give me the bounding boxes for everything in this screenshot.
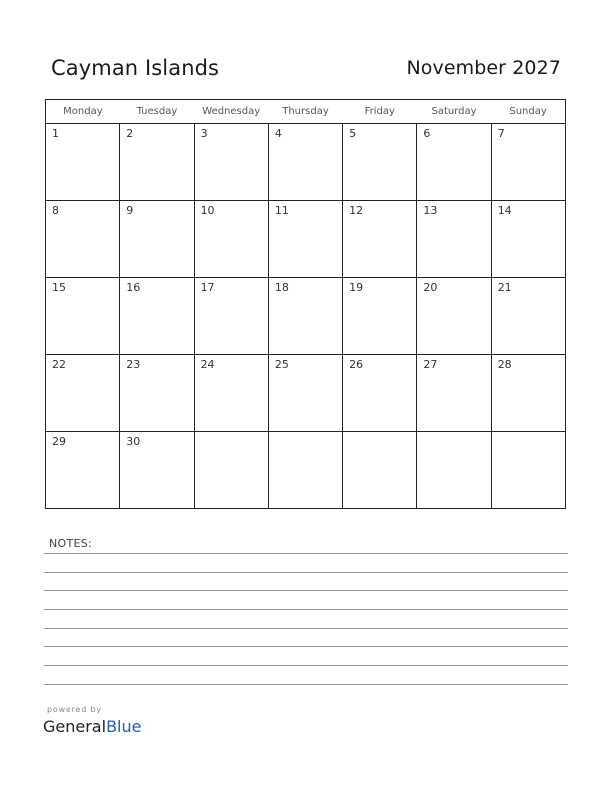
day-number — [492, 432, 565, 435]
day-number: 16 — [126, 281, 141, 294]
day-number: 11 — [274, 204, 289, 217]
week-row — [46, 124, 566, 201]
day-cell — [46, 355, 120, 432]
day-cell — [120, 201, 194, 278]
brand-blue: Blue — [106, 717, 142, 736]
day-number: 4 — [274, 127, 282, 140]
day-cell — [268, 124, 342, 201]
weekday-header: Wednesday — [194, 100, 268, 124]
day-cell — [343, 432, 417, 509]
day-number: 10 — [200, 204, 215, 217]
day-cell — [194, 278, 268, 355]
day-cell — [343, 201, 417, 278]
brand-general: General — [43, 717, 107, 736]
day-cell — [343, 355, 417, 432]
weekday-header: Monday — [46, 100, 120, 124]
day-number: 3 — [200, 127, 208, 140]
day-cell — [343, 278, 417, 355]
day-number: 28 — [497, 358, 512, 371]
day-cell — [491, 355, 565, 432]
week-row — [46, 201, 566, 278]
day-number: 20 — [423, 281, 438, 294]
weekday-header: Sunday — [491, 100, 565, 124]
notes-line — [44, 628, 568, 629]
day-number: 12 — [349, 204, 364, 217]
weekday-header: Thursday — [268, 100, 342, 124]
week-row — [46, 278, 566, 355]
day-cell — [120, 124, 194, 201]
powered-by-text: powered by — [47, 705, 102, 714]
weekday-header: Friday — [343, 100, 417, 124]
notes-line — [44, 609, 568, 610]
day-number: 18 — [274, 281, 289, 294]
weekday-header-row — [46, 100, 566, 124]
day-cell — [46, 201, 120, 278]
calendar-country-title: Cayman Islands — [51, 56, 220, 80]
day-cell — [46, 432, 120, 509]
day-number: 5 — [349, 127, 357, 140]
week-row — [46, 432, 566, 509]
day-number — [269, 432, 342, 435]
day-cell — [120, 278, 194, 355]
day-cell — [343, 124, 417, 201]
day-number: 7 — [497, 127, 505, 140]
notes-label: NOTES: — [49, 537, 93, 550]
day-number: 8 — [52, 204, 59, 217]
day-number: 30 — [126, 435, 141, 448]
day-cell — [194, 432, 268, 509]
day-number: 14 — [497, 204, 512, 217]
day-cell — [268, 278, 342, 355]
day-cell — [491, 201, 565, 278]
day-number: 22 — [52, 358, 66, 371]
day-cell — [417, 278, 491, 355]
day-number: 2 — [126, 127, 134, 140]
day-number: 23 — [126, 358, 141, 371]
day-number: 13 — [423, 204, 438, 217]
day-cell — [417, 124, 491, 201]
day-cell — [268, 201, 342, 278]
day-number: 6 — [423, 127, 431, 140]
calendar-grid — [45, 99, 566, 509]
day-number: 15 — [52, 281, 66, 294]
day-cell — [46, 124, 120, 201]
day-number: 29 — [52, 435, 66, 448]
weekday-header: Tuesday — [120, 100, 194, 124]
day-cell — [194, 201, 268, 278]
day-number — [195, 432, 268, 435]
day-number: 21 — [497, 281, 512, 294]
day-number: 1 — [52, 127, 59, 140]
day-cell — [194, 355, 268, 432]
day-cell — [491, 278, 565, 355]
weekday-header: Saturday — [417, 100, 491, 124]
day-cell — [491, 124, 565, 201]
notes-line — [44, 553, 568, 554]
day-number — [417, 432, 490, 435]
day-cell — [268, 355, 342, 432]
day-number: 25 — [274, 358, 289, 371]
day-cell — [417, 201, 491, 278]
notes-line — [44, 646, 568, 647]
day-cell — [491, 432, 565, 509]
day-cell — [120, 432, 194, 509]
notes-line — [44, 572, 568, 573]
notes-line — [44, 665, 568, 666]
day-number: 9 — [126, 204, 134, 217]
day-number: 17 — [200, 281, 215, 294]
day-number: 24 — [200, 358, 215, 371]
day-number: 19 — [349, 281, 364, 294]
day-cell — [194, 124, 268, 201]
notes-line — [44, 684, 568, 685]
day-cell — [268, 432, 342, 509]
day-number: 27 — [423, 358, 438, 371]
day-number: 26 — [349, 358, 364, 371]
day-cell — [417, 355, 491, 432]
day-number — [343, 432, 416, 435]
week-row — [46, 355, 566, 432]
generalblue-logo — [43, 717, 141, 736]
notes-line — [44, 590, 568, 591]
day-cell — [120, 355, 194, 432]
calendar-month-title: November 2027 — [406, 57, 561, 79]
day-cell — [417, 432, 491, 509]
day-cell — [46, 278, 120, 355]
